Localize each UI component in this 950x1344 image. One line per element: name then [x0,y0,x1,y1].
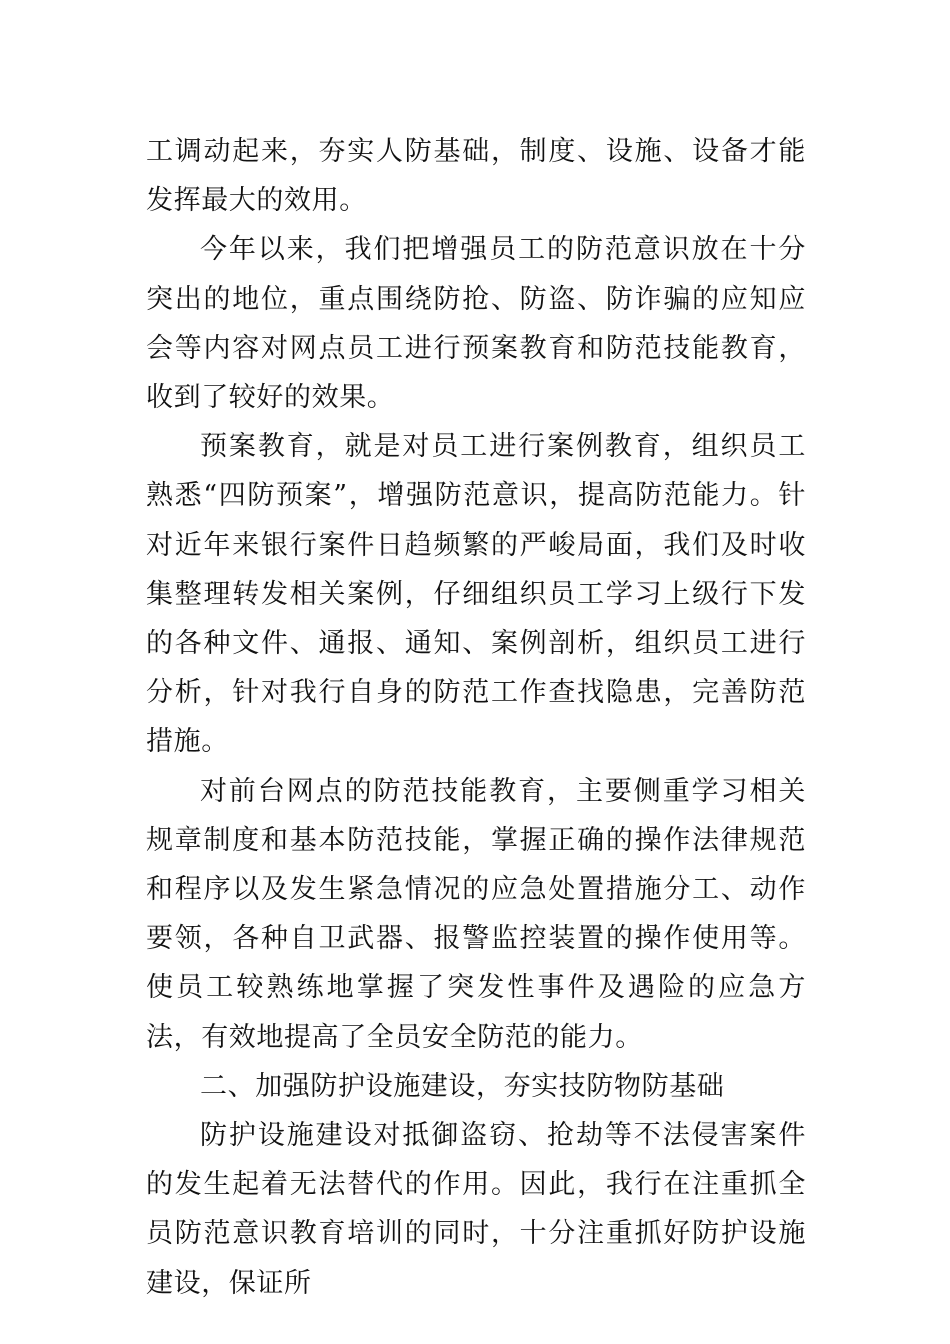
paragraph-plan-education: 预案教育，就是对员工进行案例教育，组织员工熟悉“四防预案”，增强防范意识，提高防范能力。针对近年来银行案件日趋频繁的严峻局面，我们及时收集整理转发相关案例，仔细组织员工学习上级行下发的各种文件、通报、通知、案例剖析，组织员工进行分析，针对我行自身的防范工作查找隐患，完善防范措施。 [146,431,806,758]
document-body [146,127,806,1308]
section-heading: 二、加强防护设施建设，夯实技防物防基础 [200,1070,725,1102]
paragraph-facilities: 防护设施建设对抵御盗窃、抢劫等不法侵害案件的发生起着无法替代的作用。因此，我行在注重抓全员防范意识教育培训的同时，十分注重抓好防护设施建设，保证所 [146,1120,806,1299]
paragraph-awareness: 今年以来，我们把增强员工的防范意识放在十分突出的地位，重点围绕防抢、防盗、防诈骗的应知应会等内容对网点员工进行预案教育和防范技能教育，收到了较好的效果。 [146,234,806,414]
paragraph-continuation: 工调动起来，夯实人防基础，制度、设施、设备才能发挥最大的效用。 [146,136,806,217]
paragraph-skill-education: 对前台网点的防范技能教育，主要侧重学习相关规章制度和基本防范技能，掌握正确的操作法律规范和程序以及发生紧急情况的应急处置措施分工、动作要领，各种自卫武器、报警监控装置的操作使用等。使员工较熟练地掌握了突发性事件及遇险的应急方法，有效地提高了全员安全防范的能力。 [146,775,806,1053]
